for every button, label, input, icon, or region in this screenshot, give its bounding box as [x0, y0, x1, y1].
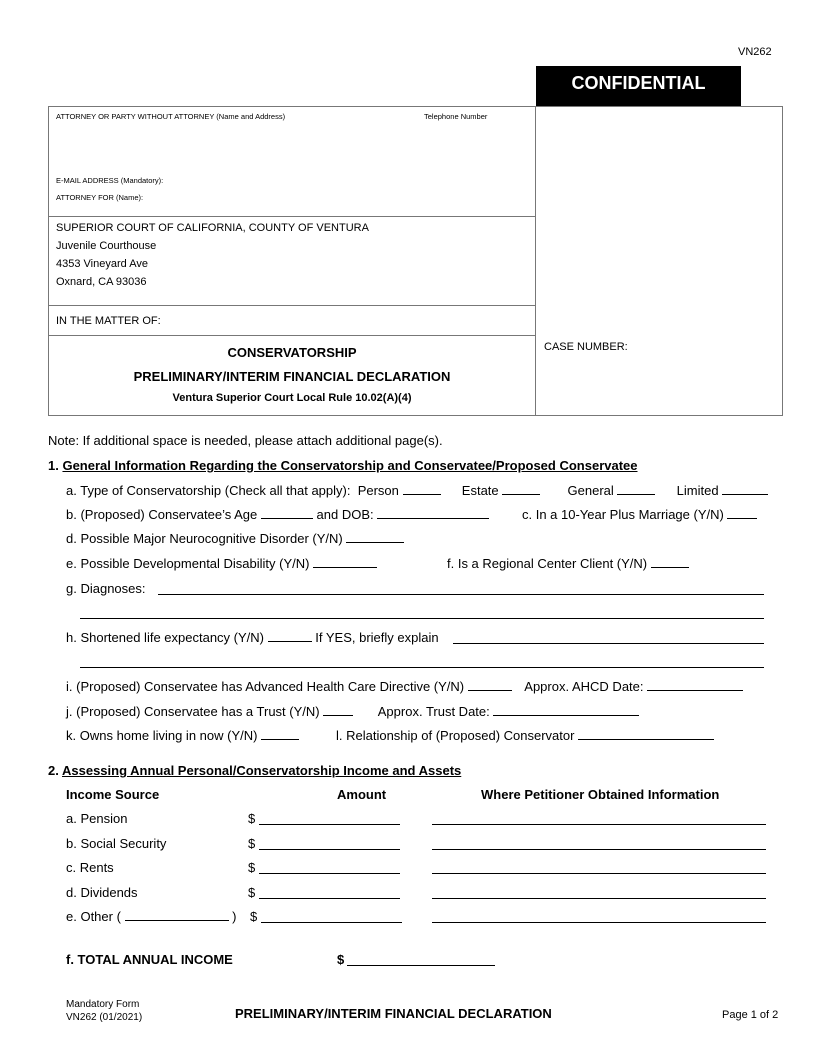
- item-h-label: h. Shortened life expectancy (Y/N): [66, 630, 264, 645]
- row-dividends-label: d. Dividends: [66, 885, 138, 900]
- title-rule: Ventura Superior Court Local Rule 10.02(A)(4): [172, 392, 412, 404]
- other-description-field[interactable]: [125, 909, 229, 921]
- item-c-label: c. In a 10-Year Plus Marriage (Y/N): [522, 507, 724, 522]
- footer-mandatory: Mandatory Form: [66, 999, 140, 1010]
- trust-field[interactable]: [323, 704, 353, 716]
- attorney-for-label: ATTORNEY FOR (Name):: [56, 193, 144, 202]
- section1-number: 1.: [48, 458, 59, 473]
- dollar-sign: $: [248, 860, 256, 875]
- age-field[interactable]: [261, 507, 313, 519]
- person-field[interactable]: [403, 483, 441, 495]
- matter-label: IN THE MATTER OF:: [56, 315, 161, 327]
- section1-title: General Information Regarding the Conservatorship and Conservatee/Proposed Conservatee: [62, 458, 638, 473]
- diagnoses-field-1[interactable]: [158, 594, 764, 595]
- item-k-label: k. Owns home living in now (Y/N): [66, 728, 258, 743]
- court-line-1: SUPERIOR COURT OF CALIFORNIA, COUNTY OF VENTURA: [56, 222, 369, 234]
- estate-label: Estate: [461, 483, 499, 498]
- item-i: [66, 679, 743, 694]
- item-h: [66, 630, 439, 645]
- item-j: [66, 704, 639, 719]
- dollar-sign: $: [248, 885, 256, 900]
- limited-field[interactable]: [722, 483, 768, 495]
- explain-label: If YES, briefly explain: [315, 630, 439, 645]
- footer-title: PRELIMINARY/INTERIM FINANCIAL DECLARATION: [235, 1006, 552, 1021]
- item-j-label: j. (Proposed) Conservatee has a Trust (Y/N): [66, 704, 320, 719]
- item-b-label: b. (Proposed) Conservatee’s Age: [66, 507, 258, 522]
- title-declaration: PRELIMINARY/INTERIM FINANCIAL DECLARATION: [133, 369, 451, 384]
- explain-field-2[interactable]: [80, 667, 764, 668]
- section2-heading: [48, 763, 461, 778]
- row-social-security-label: b. Social Security: [66, 836, 167, 851]
- divider-matter: [48, 305, 536, 306]
- social-security-source-field[interactable]: [432, 849, 766, 850]
- ahcd-date-field[interactable]: [647, 679, 743, 691]
- email-label: E-MAIL ADDRESS (Mandatory):: [56, 176, 164, 185]
- other-amount-field[interactable]: [261, 922, 402, 923]
- row-rents-label: c. Rents: [66, 860, 114, 875]
- other-source-field[interactable]: [432, 922, 766, 923]
- dollar-sign: $: [248, 836, 256, 851]
- row-other-label: e. Other (: [66, 909, 121, 924]
- diagnoses-field-2[interactable]: [80, 618, 764, 619]
- col-amount: Amount: [337, 787, 387, 802]
- item-i-label: i. (Proposed) Conservatee has Advanced Health Care Directive (Y/N): [66, 679, 465, 694]
- col-where: Where Petitioner Obtained Information: [481, 787, 720, 802]
- court-line-4: Oxnard, CA 93036: [56, 276, 147, 288]
- life-expectancy-field[interactable]: [268, 630, 312, 642]
- attorney-label: ATTORNEY OR PARTY WITHOUT ATTORNEY (Name and Address): [56, 112, 286, 121]
- developmental-field[interactable]: [313, 556, 377, 568]
- dob-field[interactable]: [377, 507, 489, 519]
- item-d-label: d. Possible Major Neurocognitive Disorder (Y/N): [66, 531, 343, 546]
- title-conservatorship: CONSERVATORSHIP: [227, 345, 357, 360]
- ahcd-field[interactable]: [468, 679, 512, 691]
- item-f: [447, 556, 689, 571]
- dollar-sign: $: [248, 811, 256, 826]
- rents-source-field[interactable]: [432, 873, 766, 874]
- pension-source-field[interactable]: [432, 824, 766, 825]
- other-close-paren: ): [232, 909, 237, 924]
- footer-page: Page 1 of 2: [722, 1009, 779, 1021]
- total-amount-field[interactable]: [347, 965, 495, 966]
- item-f-label: f. Is a Regional Center Client (Y/N): [447, 556, 648, 571]
- social-security-amount-field[interactable]: [259, 849, 400, 850]
- case-number-label: CASE NUMBER:: [544, 341, 628, 353]
- trust-date-field[interactable]: [493, 704, 639, 716]
- total-label: f. TOTAL ANNUAL INCOME: [66, 952, 233, 967]
- neurocognitive-field[interactable]: [346, 531, 404, 543]
- note: Note: If additional space is needed, please attach additional page(s).: [48, 433, 443, 448]
- general-label: General: [567, 483, 614, 498]
- item-e: [66, 556, 377, 571]
- divider-court: [48, 216, 536, 217]
- relationship-field[interactable]: [578, 728, 714, 740]
- item-a-label: a. Type of Conservatorship (Check all that apply):: [66, 483, 351, 498]
- trust-date-label: Approx. Trust Date:: [377, 704, 490, 719]
- court-line-3: 4353 Vineyard Ave: [56, 258, 148, 270]
- row-pension-label: a. Pension: [66, 811, 128, 826]
- estate-field[interactable]: [502, 483, 540, 495]
- row-other: [66, 909, 237, 924]
- confidential-banner: CONFIDENTIAL: [536, 66, 741, 106]
- limited-label: Limited: [676, 483, 719, 498]
- divider-title: [48, 335, 536, 336]
- marriage-field[interactable]: [727, 507, 757, 519]
- item-b: [66, 507, 489, 522]
- item-g-label: g. Diagnoses:: [66, 581, 146, 596]
- dividends-source-field[interactable]: [432, 898, 766, 899]
- section2-title: Assessing Annual Personal/Conservatorship Income and Assets: [61, 763, 462, 778]
- dividends-amount-field[interactable]: [259, 898, 400, 899]
- person-label: Person: [357, 483, 399, 498]
- explain-field-1[interactable]: [453, 643, 764, 644]
- form-code-top: VN262: [738, 46, 772, 58]
- item-e-label: e. Possible Developmental Disability (Y/N): [66, 556, 310, 571]
- item-d: [66, 531, 404, 546]
- dollar-sign: $: [250, 909, 258, 924]
- item-k: [66, 728, 299, 743]
- rents-amount-field[interactable]: [259, 873, 400, 874]
- item-c: [522, 507, 757, 522]
- owns-home-field[interactable]: [261, 728, 299, 740]
- general-field[interactable]: [617, 483, 655, 495]
- col-income-source: Income Source: [66, 787, 160, 802]
- pension-amount-field[interactable]: [259, 824, 400, 825]
- item-l: [336, 728, 714, 743]
- regional-center-field[interactable]: [651, 556, 689, 568]
- item-a: [66, 483, 768, 498]
- item-l-label: l. Relationship of (Proposed) Conservator: [336, 728, 575, 743]
- ahcd-date-label: Approx. AHCD Date:: [524, 679, 644, 694]
- footer-code: VN262 (01/2021): [66, 1012, 143, 1023]
- telephone-label: Telephone Number: [424, 112, 488, 121]
- court-line-2: Juvenile Courthouse: [56, 240, 157, 252]
- section2-number: 2.: [48, 763, 59, 778]
- section1-heading: [48, 458, 638, 473]
- total-dollar-sign: $: [337, 952, 345, 967]
- dob-label: and DOB:: [316, 507, 374, 522]
